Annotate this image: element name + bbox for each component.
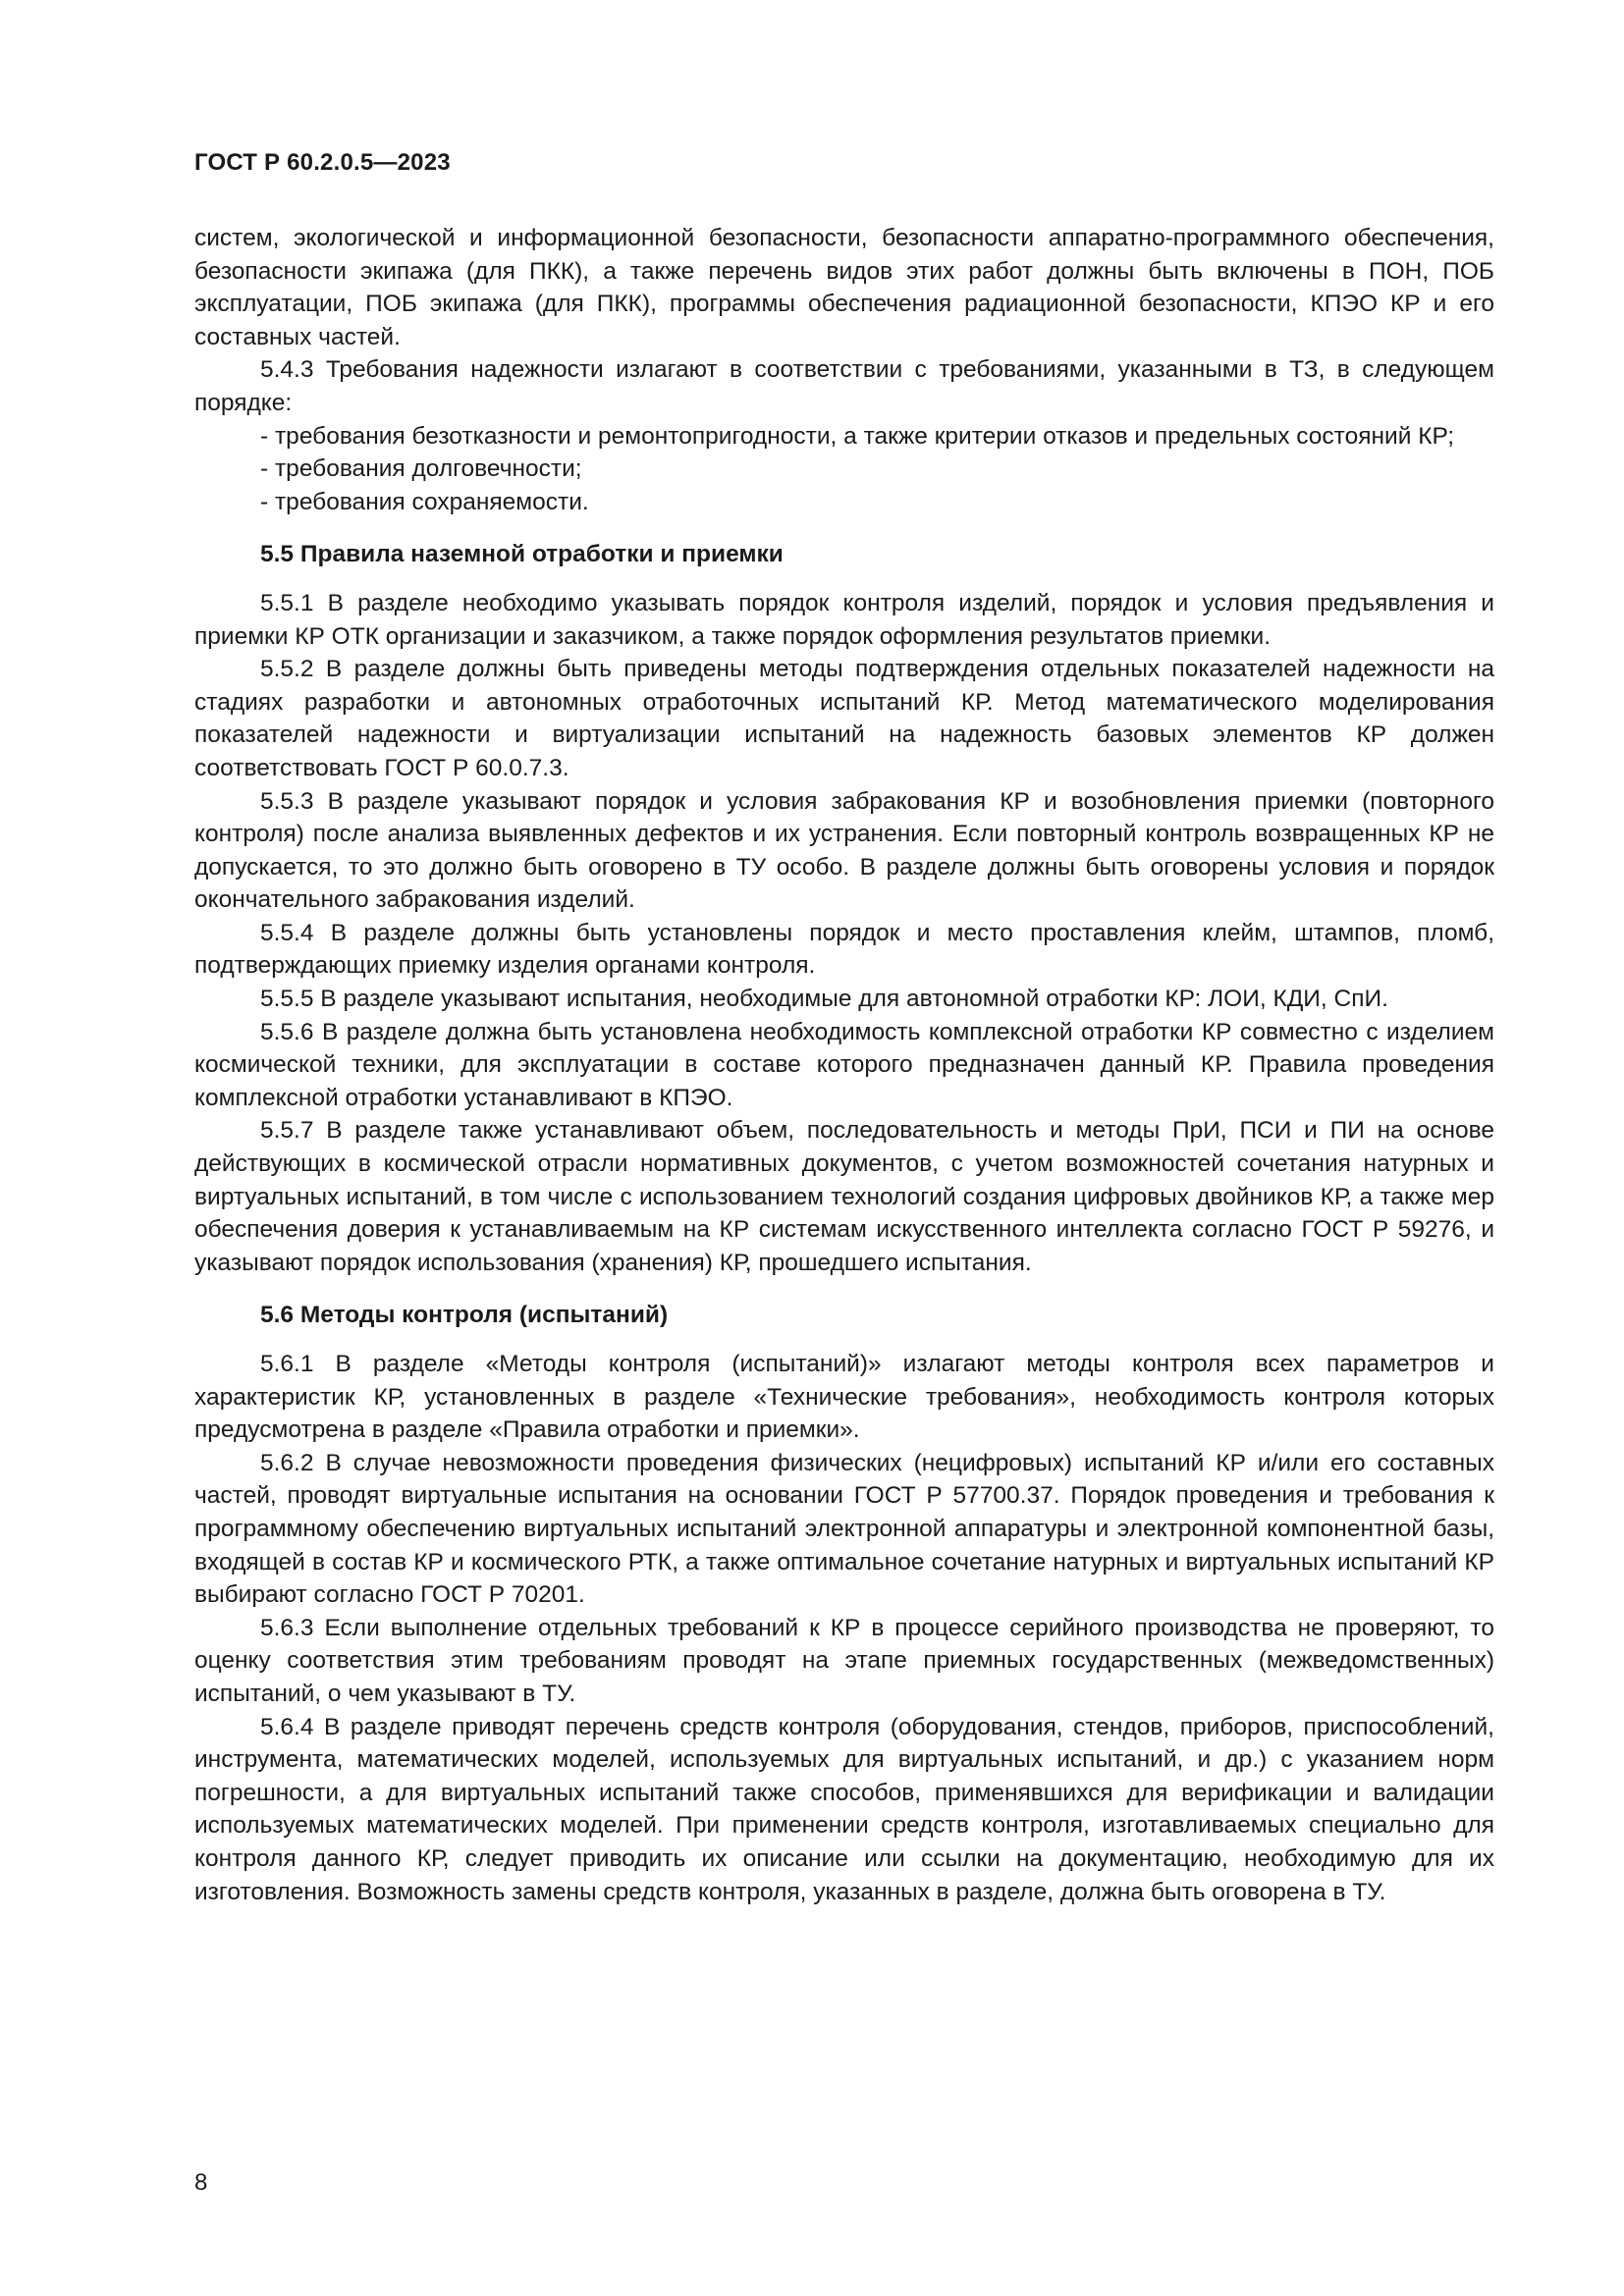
paragraph-5-6-2: 5.6.2 В случае невозможности проведения физических (нецифровых) испытаний КР и/или его составных частей, проводят виртуальные испытания на основании ГОСТ Р 57700.37. Порядок проведения и требования к программному обеспечению виртуальных испытаний электронной аппаратуры и электронной компонентной базы, входящей в состав КР и космического РТК, а также оптимальное сочетание натурных и виртуальных испытаний КР выбирают согласно ГОСТ Р 70201. [194, 1449, 1494, 1609]
paragraph-continuation: систем, экологической и информационной безопасности, безопасности аппаратно-программного обеспечения, безопасности экипажа (для ПКК), а также перечень видов этих работ должны быть включены в ПОН, ПОБ эксплуатации, ПОБ экипажа (для ПКК), программы обеспечения радиационной безопасности, КПЭО КР и его составных частей. [194, 225, 1494, 350]
paragraph-5-5-4: 5.5.4 В разделе должны быть установлены порядок и место проставления клейм, штампов, пломб, подтверждающих приемку изделия органами контроля. [194, 919, 1494, 980]
paragraph-5-5-5: 5.5.5 В разделе указывают испытания, необходимые для автономной отработки КР: ЛОИ, КДИ, СпИ. [260, 986, 1388, 1013]
paragraph-5-6-3: 5.6.3 Если выполнение отдельных требований к КР в процессе серийного производства не проверяют, то оценку соответствия этим требованиям проводят на этапе приемных государственных (межведомственных) испытаний, о чем указывают в ТУ. [194, 1614, 1494, 1707]
paragraph-5-5-6: 5.5.6 В разделе должна быть установлена необходимость комплексной отработки КР совместно с изделием космической техники, для эксплуатации в составе которого предназначен данный КР. Правила проведения комплексной отработки устанавливают в КПЭО. [194, 1018, 1494, 1111]
paragraph-5-6-4: 5.6.4 В разделе приводят перечень средств контроля (оборудования, стендов, приборов, приспособлений, инструмента, математических моделей, используемых для виртуальных испытаний, и др.) с указанием норм погрешности, а для виртуальных испытаний также способов, применявшихся для верификации и валидации используемых математических моделей. При применении средств контроля, изготавливаемых специально для контроля данного КР, следует приводить их описание или ссылки на документацию, необходимую для их изготовления. Возможность замены средств контроля, указанных в разделе, должна быть оговорена в ТУ. [194, 1713, 1494, 1905]
page-number: 8 [194, 2169, 208, 2196]
section-heading-5-5: 5.5 Правила наземной отработки и приемки [260, 541, 784, 568]
paragraph-5-5-7: 5.5.7 В разделе также устанавливают объем, последовательность и методы ПрИ, ПСИ и ПИ на основе действующих в космической отрасли нормативных документов, с учетом возможностей сочетания натурных и виртуальных испытаний, в том числе с использованием технологий создания цифровых двойников КР, а также мер обеспечения доверия к устанавливаемым на КР системам искусственного интеллекта согласно ГОСТ Р 59276, и указывают порядок использования (хранения) КР, прошедшего испытания. [194, 1117, 1494, 1276]
paragraph-5-5-3: 5.5.3 В разделе указывают порядок и условия забракования КР и возобновления приемки (повторного контроля) после анализа выявленных дефектов и их устранения. Если повторный контроль возвращенных КР не допускается, то это должно быть оговорено в ТУ особо. В разделе должны быть оговорены условия и порядок окончательного забракования изделий. [194, 787, 1494, 914]
section-heading-5-6: 5.6 Методы контроля (испытаний) [260, 1302, 669, 1329]
paragraph-5-6-1: 5.6.1 В разделе «Методы контроля (испытаний)» излагают методы контроля всех параметров и характеристик КР, установленных в разделе «Технические требования», необходимость контроля которых предусмотрена в разделе «Правила отработки и приемки». [194, 1351, 1494, 1444]
list-item: - требования сохраняемости. [260, 488, 589, 515]
paragraph-5-5-1: 5.5.1 В разделе необходимо указывать порядок контроля изделий, порядок и условия предъявления и приемки КР ОТК организации и заказчиком, а также порядок оформления результатов приемки. [194, 589, 1494, 650]
document-body [194, 222, 1494, 1908]
document-header: ГОСТ Р 60.2.0.5—2023 [194, 149, 451, 176]
paragraph-5-4-3: 5.4.3 Требования надежности излагают в соответствии с требованиями, указанными в ТЗ, в следующем порядке: [194, 356, 1494, 416]
list-item: - требования безотказности и ремонтопригодности, а также критерии отказов и предельных состояний КР; [260, 422, 1455, 450]
list-item: - требования долговечности; [260, 455, 582, 483]
paragraph-5-5-2: 5.5.2 В разделе должны быть приведены методы подтверждения отдельных показателей надежности на стадиях разработки и автономных отработочных испытаний КР. Метод математического моделирования показателей надежности и виртуализации испытаний на надежность базовых элементов КР должен соответствовать ГОСТ Р 60.0.7.3. [194, 656, 1494, 781]
